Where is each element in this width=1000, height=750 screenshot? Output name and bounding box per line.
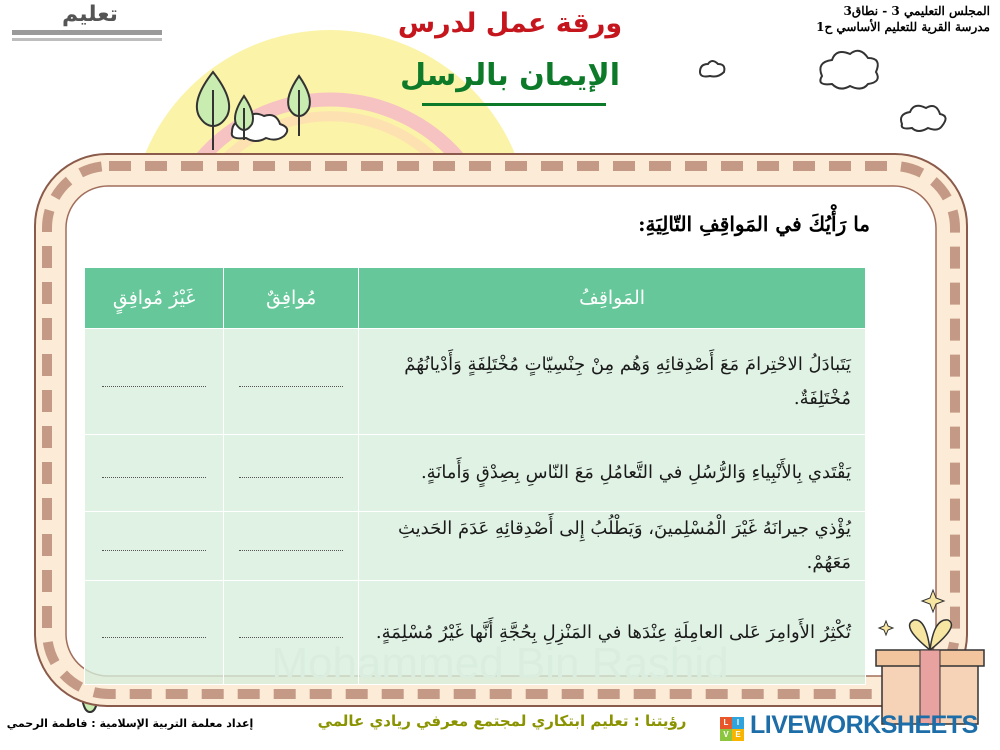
- lesson-title: الإيمان بالرسل: [399, 58, 621, 93]
- school-header: [760, 3, 990, 35]
- situation-text: يَقْتَدي بِالأَنْبِياءِ وَالرُّسُلِ في التَّعامُلِ مَعَ النّاسِ بِصِدْقٍ وَأَمانَةٍ.: [359, 435, 866, 512]
- disagree-answer-field[interactable]: [85, 581, 224, 685]
- situation-text: يَتَبادَلُ الاحْتِرامَ مَعَ أَصْدِقائِهِ وَهُم مِنْ جِنْسِيّاتٍ مُخْتَلِفَةٍ وَأَدْيانُهُمْ مُخْتَلِفَةٌ.: [359, 329, 866, 435]
- vision-statement: رؤيتنا : تعليم ابتكاري لمجتمع معرفي ريادي عالمي: [317, 712, 687, 730]
- author-credit: إعداد معلمة التربية الإسلامية : فاطمة الرحمي: [6, 717, 254, 730]
- disagree-answer-field[interactable]: [85, 512, 224, 581]
- col-header-situations: المَواقِفُ: [359, 268, 866, 329]
- logo-divider: [12, 30, 162, 35]
- table-header-row: [85, 268, 866, 329]
- table-row: [85, 329, 866, 435]
- cloud-icon: [820, 51, 877, 89]
- school-line: مدرسة القرية للتعليم الأساسي ح1: [816, 20, 990, 34]
- agree-answer-field[interactable]: [224, 329, 359, 435]
- table-row: [85, 435, 866, 512]
- disagree-answer-field[interactable]: [85, 329, 224, 435]
- situations-table: [84, 268, 866, 685]
- liveworksheets-logo-icon: L I V E: [720, 717, 744, 741]
- table-row: [85, 581, 866, 685]
- disagree-answer-field[interactable]: [85, 435, 224, 512]
- liveworksheets-brand[interactable]: [720, 711, 995, 745]
- table-row: [85, 512, 866, 581]
- agree-answer-field[interactable]: [224, 435, 359, 512]
- cloud-icon: [901, 106, 946, 131]
- logo-divider: [12, 38, 162, 41]
- situation-text: تُكْثِرُ الأَوامِرَ عَلى العامِلَةِ عِنْدَها في المَنْزِلِ بِحُجَّةِ أَنَّها غَيْرُ مُسْلِمَةٍ.: [359, 581, 866, 685]
- liveworksheets-wordmark: LIVEWORKSHEETS: [750, 711, 978, 739]
- council-line: المجلس التعليمي 3 - نطاق3: [843, 4, 990, 18]
- agree-answer-field[interactable]: [224, 512, 359, 581]
- question-prompt: ما رَأْيُكَ في المَواقِفِ التّالِيَةِ:: [638, 212, 870, 236]
- title-underline: [422, 103, 606, 106]
- situation-text: يُؤْذي جيرانَهُ غَيْرَ الْمُسْلِمينَ، وَيَطْلُبُ إِلى أَصْدِقائِهِ عَدَمَ الحَديثِ مَعَهُمْ.: [359, 512, 866, 581]
- col-header-agree: مُوافِقٌ: [224, 268, 359, 329]
- sheet-title: ورقة عمل لدرس: [397, 8, 623, 39]
- ministry-logo: تعليم: [62, 2, 118, 27]
- cloud-icon: [700, 61, 724, 77]
- agree-answer-field[interactable]: [224, 581, 359, 685]
- col-header-disagree: غَيْرُ مُوافِقٍ: [85, 268, 224, 329]
